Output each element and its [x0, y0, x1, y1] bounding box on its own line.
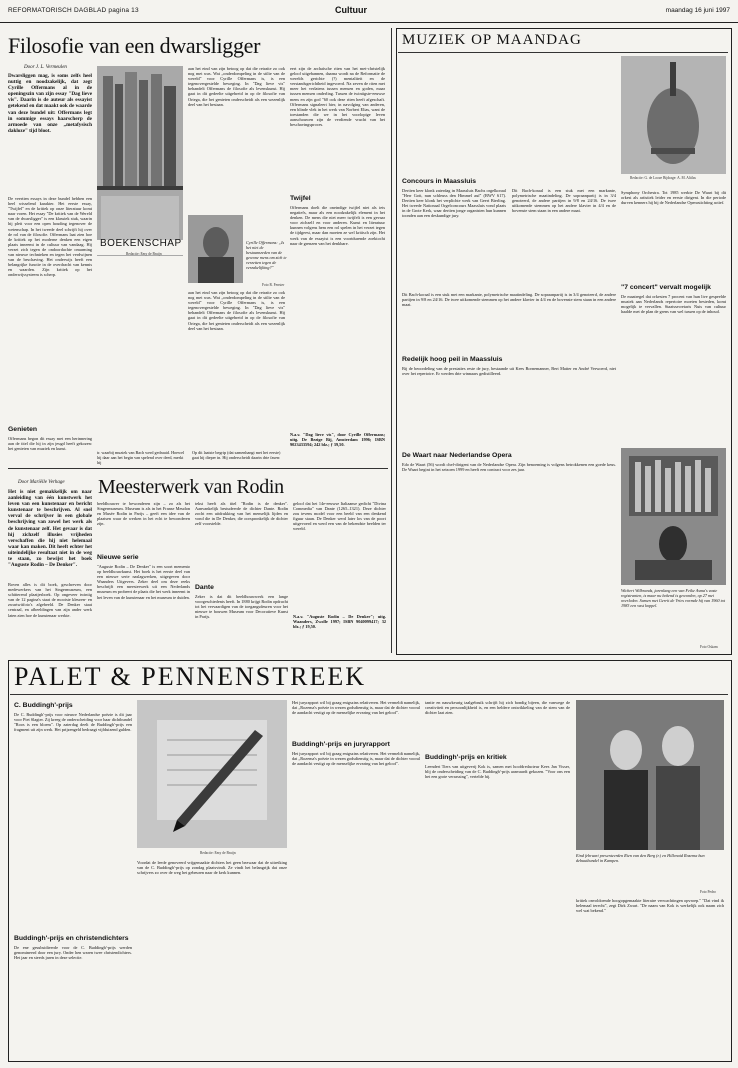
organist-caption: Wichert Wilbrands, jarenlang een van Feike Asma's vaste registranten, is maar nu bekend is geworden, op 27 mei overleden. Samen met Gerrit de Vries vormde hij van 1960 tot 1983 een vast koppel. [621, 588, 726, 608]
meesterwerk-col3-body: tekst heeft als titel "Rodin is de denker". Aanvankelijk bestudeerde de dichter Dante. Rodin zocht een uitdrukking van het menselijk lijden en vond die in De Denker, die oorspronkelijk de dichter zelf voorstelde. [195, 501, 288, 527]
waart-body: Edo de Waart (56) wordt chef-dirigent van de Nederlandse Opera. Zijn benoeming is volgens betrokkenen een goede keus. De Waart begint in het seizoen 1999 en heeft een contract voor zes jaar. [402, 462, 616, 473]
cb-prijs-body: De C. Buddingh'-prijs voor nieuwe Nederlandse poëzie is dit jaar voor Piet Slagter. Zij kreeg de onderscheiding voor haar dichtbundel "Roos is een bloem". Op zaterdag deelt de Buddingh'-prijs een fragment uit zijn werk. Het prijzengeld bedraagt vijfduizend gulden. [14, 712, 132, 733]
genieten-heading: Genieten [8, 426, 38, 433]
nieuwe-serie-body: "Auguste Rodin – De Denker" is een soort memento op beeldhouwkunst. Het boek is het eerste deel van een nieuwe serie naslagwerken, uitgegeven door Waanders Uitgevers. Zeker deel om deze reeks beschrijft een meesterwerk uit een Nederlands museum en probeert de plaats die het werk inneemt in het leven van de kunstenaar en het museum te duiden. [97, 564, 190, 600]
pen-photo [137, 700, 287, 848]
redelijk-body: Bij de beoordeling van de prestaties reste de jury, bestaande uit Kees Bornemanner, Bert Matter en André Verwoerd, niet over het repertoire. Er werden drie winnaars gedistilleerd. [402, 366, 616, 377]
filosofie-footer-left: tr. waarbij muziek van Bach werd gedraaid. Hoewel hij daar aan het begin van spelend over deed, merkt hij [97, 450, 185, 465]
kritiek-heading: Buddingh'-prijs en kritiek [425, 754, 507, 761]
filosofie-col1-body: De veertien essays in deze bundel hebben een heel wisselend karakter. Het eerste essay, "Twijfel" en de kritiek op onze literatuur komt naar voren. Het essay "De kritiek van de Wereld van de dwarsligger" is een klassiek stuk, waarin hij pleit voor een open houding tegenover de wetenschap. In het tweede deel schrijft hij over de rol van de filosofie. Offermans laat zien hoe de kritiek op het moderne denken een eigen plaats inneemt in de cultuur van vandaag. Hij verzet zich tegen de ondoordachte omarming van nieuwe technieken en tegen het verdwijnen van de beschaving. Het onderwijs heeft een belangrijke functie in de overdracht van kennis en waarden. Zijn kritiek op het onderwijssysteem is scherp. [8, 196, 92, 278]
concours-body-2: Dit Bach-koraal is een stuk met een markante, polymetrische maatindeling. De sopraanpartij is in 3/4 genoteerd, de andere partijen in 9/8 en 24/16. De twee uitkomende stemmen op het andere klavier in 4/4 en de bovenste stem staan in een andere maat. [512, 188, 616, 214]
organ-image [621, 448, 726, 585]
christendichters-body: De ene gesubsidieerde voor de C. Buddingh'-prijs werden genomineerd door een jury. Onder hen waren twee christendichters. Het jaar en steeds jaren in deze selectie. [14, 945, 132, 961]
waart-heading: De Waart naar Nederlandse Opera [402, 452, 512, 459]
muziek-title-rule [398, 52, 728, 53]
muziek-col2-body: Dit Bach-koraal is een stuk met een markante, polymetrische maatindeling. De sopraanpartij is in 3/4 genoteerd, de andere partijen in 9/8 en 24/16. De twee uitkomende stemmen op het andere klavier in 4/4 en de bovenste stem staan in een andere maat. [402, 292, 616, 308]
meesterwerk-headline: Meesterwerk van Rodin [98, 476, 284, 498]
filosofie-col2-body: aan het eind van zijn betoog op dat die retraite zo ook nog met was. Wat „onderdompeling in de stilte van de wereld" voor Cyrille Offermans is, is een tegenovergestelde beweging. In "Dag lieve vis" behandelt Offermans de filosofie als levenskunst. Hij gaat in dit gedeelte uitgebreid in op de filosofie van Ortega, die het genieten onderscheidt als een wezenlijk deel van het bestaan. [188, 66, 285, 107]
bookshelf-image [97, 66, 183, 256]
muziek-title: MUZIEK OP MAANDAG [402, 32, 582, 48]
page-date: maandag 16 juni 1997 [665, 7, 730, 14]
filosofie-col2-cont: aan het eind van zijn betoog op dat die retraite zo ook nog met was. Wat „onderdompeling in de stilte van de wereld" voor Cyrille Offermans is, is een tegenovergestelde beweging. In "Dag lieve vis" behandelt Offermans de filosofie als levenskunst. Hij gaat in dit gedeelte uitgebreid in op de filosofie van Ortega, die het genieten onderscheidt als een wezenlijk deel van het bestaan. [188, 290, 285, 331]
meesterwerk-book-info: N.a.v. "Auguste Rodin – De Denker"; uitg. Waanders, Zwolle 1997; ISBN 9040099417; 32 blz.; ƒ 19,50. [293, 614, 386, 630]
cello-photo [621, 56, 726, 174]
column-divider [391, 28, 392, 653]
quote-credit: Foto R. Fenster [262, 283, 285, 287]
section-name: Cultuur [335, 5, 367, 15]
meesterwerk-col4-body: geloof dat het 14e-eeuwse Italiaanse gedicht "Divina Commedia" van Dante (1265–1321). Deze dichter zou tevens model voor een beeld van een denkend figuur staan. De Denker werd later los van de poort uitgevoerd en werd een van de bekendste beelden ter wereld. [293, 501, 386, 532]
filosofie-byline: Door J. L. Vermeulen [24, 65, 67, 70]
boekenschap-label: BOEKENSCHAP [100, 238, 182, 249]
filosofie-book-info: N.a.v. "Dag lieve vis", door Cyrille Offermans; uitg. De Bezige Bij, Amsterdam 1996; ISBN 9023433594; 242 blz.; ƒ 39,50. [290, 432, 385, 448]
pen-image [137, 700, 287, 848]
jury-body: Het juryrapport wil bij graag enigszins relativeren. Het vermeldt namelijk, dat „Rozema's poëzie in wezen godsdienstig is, maar dat de dichter vooral de aandacht vestigt op de menselijke ervaring van het geloof". [292, 751, 420, 767]
filosofie-col4-body: Offermans doelt die oneindige twijfel niet als iets negatiefs, maar als een noodzakelijk element in het denken. De mens die niet meer twijfelt is een gevaar voor zichzelf en voor anderen. Kunst en literatuur kunnen volgens hem een rol spelen in het verzet tegen de tijdgeest, maar dan moeten ze wel kritisch zijn. Het werk van de essayist is een voortdurende zoektocht naar de grenzen van het denkbare. [290, 205, 385, 246]
kritiek-body: Leendert Tiers van uitgeverij Kok is, samen met hoofdredacteur Kees Jan Visser, blij de onderscheiding van de C. Buddingh'-prijs aanvaardt gekozen. "Voor ons een het een grote verrassing", vertelde hij. [425, 764, 570, 780]
muziek-col3-body: Symphony Orchestra. Tot 1985 werkte De Waart bij dit orkest als artistiek leider en eerste dirigent. In die periode durven kenners hij bij de Nederlandse Operastichting actief. [621, 190, 726, 206]
filosofie-headline: Filosofie van een dwarsligger [8, 33, 261, 58]
page-header [0, 0, 738, 23]
twijfel-heading: Twijfel [290, 195, 311, 202]
instrument-image [621, 56, 726, 174]
muziek-credit: Redactie: G. de Looze Bijdrage: A. M. Altilas [630, 176, 696, 180]
palet-col4-body: tantie en nauwkeurig taalgebruik schrijft hij zich bondig bijeen, die vanwege de creativiteit en persoonlijkheid is, en een heldere ontwikkeling van de stem van de dichter laat zien. [425, 700, 570, 716]
poets-photo [576, 700, 724, 850]
poets-caption: Eind februari presenteerden Rien van den Berg (r.) en Hillenaid Rozema hun debuutbundel in Kampen. [576, 853, 705, 863]
cb-prijs-heading: C. Buddingh'-prijs [14, 702, 73, 709]
genieten-body: Offermans begon dit essay met een herinnering aan de titel die hij in zijn jeugd heeft gekozen: het genieten van muziek en kunst. [8, 436, 92, 452]
poets-image [576, 700, 724, 850]
palet-col3-top: Het juryrapport wil bij graag enigszins relativeren. Het vermeldt namelijk, dat „Rozema's poëzie in wezen godsdienstig is, maar dat de dichter vooral de aandacht vestigt op de menselijke ervaring van het geloof". [292, 700, 420, 716]
filosofie-lead: Dwarsliggen mag, is soms zelfs heel nuttig en noodzakelijk, dat zegt Cyrille Offermans al in de openingszin van zijn essay "Dag lieve vis". Daarin is de auteur als essayist getekend en dat maakt ook de waarde van deze bundel uit: Offermans legt in sommige essays haarscherp de armoede van onze „metafysisch daklozе" tijd bloot. [8, 73, 92, 134]
dante-body: Zeker is dat dit beeldhouwwerk een lange voorgeschiedenis heeft. In 1880 krijgt Rodin opdracht tot het vervaardigen van de toegangsdeuren voor het nieuwe te bouwen Museum voor Decoratieve Kunst in Parijs. [195, 594, 288, 620]
meesterwerk-lead: Het is niet gemakkelijk om naar aanleiding van één kunstwerk het leven van een kunstenaar en bericht kunstenaar te beschrijven. Al snel verval de schrijver in een globale beschrijving van zowel het werk als de kunstenaar zelf. Het gevaar is dat hij zichzelf illusies vrijheden verschaffen die hij niet helemaal waar kan maken. Dit heeft echter het uiteindelijke resultaat niet in de weg te staan, zo bewijst het boek "Auguste Rodin – De Denker". [8, 489, 92, 569]
offermans-photo [188, 215, 243, 283]
newspaper-name: REFORMATORISCH DAGBLAD pagina 13 [8, 7, 139, 14]
christendichters-heading: Buddingh'-prijs en christendichters [14, 935, 129, 942]
meesterwerk-col2-body: beeldhouwer te bewonderen zijn – zo als het Singermuseum. Museum is als in het Franse Meudon en Musée Rodin in Parijs – geeft een idee van de plaatsen waar de werken in het echt te bewonderen zijn. [97, 501, 190, 527]
divider-filosofie [8, 468, 388, 469]
organist-photo-credit: Foto Oskam [700, 645, 718, 649]
nieuwe-serie-heading: Nieuwe serie [97, 554, 139, 561]
palet-credit: Redactie: Emy de Bruijn [200, 851, 236, 855]
palet-col5-body: kritiek onvoldoende hoogopgemaakte literaire verwachtingen opvroep." "Dat vind ik helemaal terecht", zegt Dirk Zwart. "De naam van Kok is werkelijk ook naam zich wel wat bekend." [576, 898, 724, 914]
palet-title: PALET & PENNENSTREEK [14, 662, 367, 691]
filosofie-col3-body: eert zijn de archaïsche riten van het met-christelijk geloof uitgebannen, daarna wordt na de Reformatie de werelds gerichte (?) mentaliteit en de verstandsgerichtheid ingevoerd. Na zeven de riten met meer het verlatens tussen mensen en goden, maar tussen mensen onderling. Tussen de twintigste-eeuwse mens en zijn god "60 ook deze riten heeft afgeschaft. Offermans signaleert hier, in navolging van anderen, een blinde vlek in het werk van Norbert Elias, want de toestanden die we in het voorlopige leven aanschouwen zijn de verdiende vrucht van het beschavingsproces. [290, 66, 385, 128]
dante-heading: Dante [195, 584, 214, 591]
author-photo-books [97, 66, 183, 256]
palet-title-rule [10, 694, 728, 695]
concours-body: Dertien keer klonk zaterdag in Maassluis Bachs orgelkoraal "Herr Gott, nun schleuss den Himmel auf" (BWV 617). Dertien keer klonk het verplichte werk van Geert Bierling. Het tweede Nationaal Orgelconcours Maassluis vond plaats in de Grote Kerk, waar dertien jonge organisten hun kunnen toonden aan een deskundige jury. [402, 188, 506, 219]
offermans-quote: Cyrille Offermans: „Is het niet de bestaansreden van de gewone mens om zich te verzetten tegen de verzakelijking?" [246, 240, 287, 270]
meesterwerk-col1-body: Boven alles is dit boek, geschreven door medewerkers van het Singermuseum, een schitterend plaatjesboek. Op ongeveer twintig van de 12 pagina's staat de mooiste kleuren- en zwartwitfoto's afgebeeld. De Denker staat centraal, en afbeeldingen van zijn ander werk laten zien hoe de kunstenaar werkte. [8, 582, 92, 618]
filosofie-footer-right: Op dit laatste begrip (dat samenhangt met het eerste) gaat hij dieper in. Hij onderscheidt daarin drie fasen: [192, 450, 281, 460]
meesterwerk-byline: Door Mariëlle Verhage [18, 480, 65, 485]
concours-heading: Concours in Maassluis [402, 178, 477, 185]
redelijk-heading: Redelijk hoog peil in Maassluis [402, 356, 503, 363]
palet-caption-text: Voordat de leede genoveerd vrijgemaakte dichters het geen bezwaar dat de uitreiking van de C. Buddingh'-prijs op zondag plaatsvindt. Ze vindt het belangrijk dat onze schrijvers zo over de weg het gebeuren naar de kerk kunnen. [137, 860, 287, 876]
concert-body: De maatregel dat orkesten 7 procent van hun live gespeelde muziek aan Nederlands repertoire moeten besteden, komt mogelijk te vervallen. Staatssecretaris Nuis van cultuur haalde met de plan de grens van wel tussen op de inhoud. [621, 294, 726, 315]
poets-photo-credit: Foto Pedro [700, 890, 716, 894]
boekenschap-credit: Redactie: Emy de Bruijn [126, 252, 162, 256]
concert-heading: "7 concert" vervalt mogelijk [621, 284, 711, 291]
organist-photo [621, 448, 726, 585]
jury-heading: Buddingh'-prijs en juryrapport [292, 741, 390, 748]
portrait-image [188, 215, 243, 283]
